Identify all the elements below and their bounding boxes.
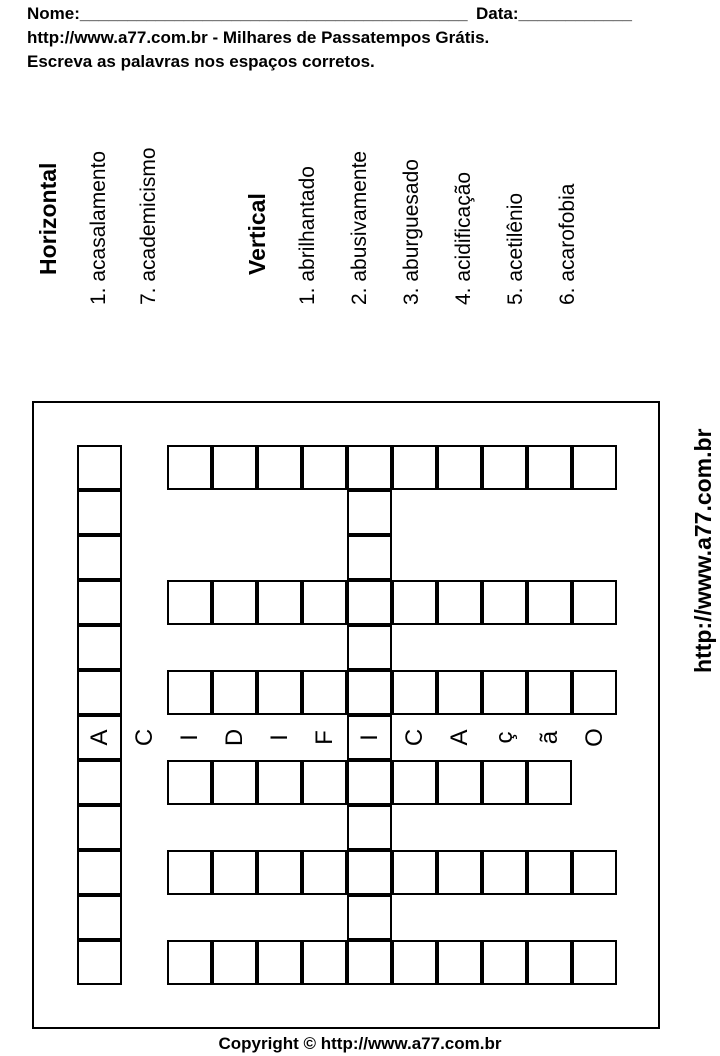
grid-cell[interactable] [347, 850, 392, 895]
grid-cell[interactable] [302, 580, 347, 625]
grid-cell[interactable] [482, 580, 527, 625]
grid-cell[interactable] [572, 940, 617, 985]
given-letter: A [446, 729, 473, 746]
grid-cell[interactable] [302, 850, 347, 895]
grid-cell[interactable] [302, 760, 347, 805]
grid-cell[interactable] [77, 625, 122, 670]
date-line: Data:____________ [476, 4, 632, 23]
grid-cell[interactable] [347, 760, 392, 805]
grid-cell[interactable] [572, 850, 617, 895]
grid-cell[interactable] [167, 850, 212, 895]
grid-cell[interactable] [437, 940, 482, 985]
vertical-clue: 2. abusivamente [348, 150, 371, 305]
grid-cell[interactable] [77, 805, 122, 850]
grid-cell[interactable] [482, 940, 527, 985]
instructions: Escreva as palavras nos espaços corretos. [27, 52, 375, 71]
name-line: Nome:_________________________________________ [27, 4, 468, 23]
grid-cell[interactable] [77, 940, 122, 985]
grid-cell[interactable] [527, 850, 572, 895]
grid-cell[interactable] [347, 445, 392, 490]
grid-cell[interactable] [212, 940, 257, 985]
given-letter: D [221, 728, 248, 747]
given-letter: O [581, 728, 608, 747]
grid-cell[interactable] [347, 490, 392, 535]
vertical-clue: 5. acetilênio [504, 192, 527, 305]
given-letter: F [311, 730, 338, 745]
grid-cell[interactable] [392, 940, 437, 985]
grid-cell[interactable] [257, 580, 302, 625]
grid-cell[interactable] [437, 580, 482, 625]
grid-cell[interactable] [572, 445, 617, 490]
grid-cell[interactable] [77, 490, 122, 535]
grid-cell[interactable] [77, 670, 122, 715]
grid-cell[interactable] [392, 445, 437, 490]
grid-cell[interactable] [482, 445, 527, 490]
grid-cell[interactable] [347, 670, 392, 715]
grid-cell[interactable] [482, 760, 527, 805]
grid-cell[interactable] [257, 940, 302, 985]
grid-cell[interactable] [77, 445, 122, 490]
grid-cell[interactable] [167, 580, 212, 625]
grid-cell[interactable] [77, 580, 122, 625]
given-letter: C [131, 728, 158, 747]
grid-cell[interactable] [527, 445, 572, 490]
grid-cell[interactable] [437, 670, 482, 715]
vertical-clue: 4. acidificação [452, 171, 475, 305]
grid-cell[interactable] [77, 850, 122, 895]
grid-cell[interactable] [212, 850, 257, 895]
grid-cell[interactable] [302, 940, 347, 985]
grid-cell[interactable] [482, 850, 527, 895]
grid-cell[interactable] [527, 940, 572, 985]
grid-cell[interactable] [437, 760, 482, 805]
grid-cell[interactable] [212, 760, 257, 805]
given-letter: A [86, 729, 113, 746]
vertical-title: Vertical [244, 193, 270, 275]
horizontal-title: Horizontal [35, 162, 61, 275]
grid-cell[interactable] [302, 670, 347, 715]
grid-cell[interactable] [167, 940, 212, 985]
grid-cell[interactable] [527, 760, 572, 805]
grid-cell[interactable] [347, 895, 392, 940]
grid-cell[interactable] [257, 445, 302, 490]
side-url: http://www.a77.com.br [690, 428, 716, 673]
vertical-clue: 3. aburguesado [400, 159, 423, 305]
grid-cell[interactable] [257, 670, 302, 715]
grid-cell[interactable] [437, 445, 482, 490]
given-letter: C [401, 728, 428, 747]
given-letter: I [266, 734, 293, 741]
grid-cell[interactable] [167, 445, 212, 490]
vertical-clue: 1. abrilhantado [296, 166, 319, 305]
grid-cell[interactable] [347, 940, 392, 985]
grid-cell[interactable] [347, 625, 392, 670]
grid-cell[interactable] [212, 580, 257, 625]
grid-cell[interactable] [572, 580, 617, 625]
horizontal-clue: 1. acasalamento [87, 150, 110, 305]
grid-cell[interactable] [572, 670, 617, 715]
footer-copyright: Copyright © http://www.a77.com.br [218, 1034, 502, 1053]
grid-cell[interactable] [482, 670, 527, 715]
grid-cell[interactable] [347, 535, 392, 580]
grid-cell[interactable] [347, 805, 392, 850]
grid-cell[interactable] [437, 850, 482, 895]
grid-cell[interactable] [392, 850, 437, 895]
grid-cell[interactable] [212, 670, 257, 715]
grid-cell[interactable] [392, 580, 437, 625]
grid-cell[interactable] [77, 895, 122, 940]
grid-cell[interactable] [257, 760, 302, 805]
horizontal-clue: 7. academicismo [137, 147, 160, 305]
given-letter: ã [536, 730, 563, 745]
grid-cell[interactable] [77, 535, 122, 580]
grid-cell[interactable] [392, 760, 437, 805]
grid-cell[interactable] [527, 670, 572, 715]
grid-cell[interactable] [257, 850, 302, 895]
grid-cell[interactable] [302, 445, 347, 490]
grid-cell[interactable] [527, 580, 572, 625]
grid-cell[interactable] [167, 760, 212, 805]
given-letter: I [356, 734, 383, 741]
grid-cell[interactable] [212, 445, 257, 490]
grid-cell[interactable] [392, 670, 437, 715]
grid-cell[interactable] [167, 670, 212, 715]
vertical-clue: 6. acarofobia [556, 183, 579, 305]
grid-cell[interactable] [347, 580, 392, 625]
given-letter: I [176, 734, 203, 741]
given-letter: ç [491, 731, 518, 744]
site-line: http://www.a77.com.br - Milhares de Passatempos Grátis. [27, 28, 490, 47]
grid-cell[interactable] [77, 760, 122, 805]
